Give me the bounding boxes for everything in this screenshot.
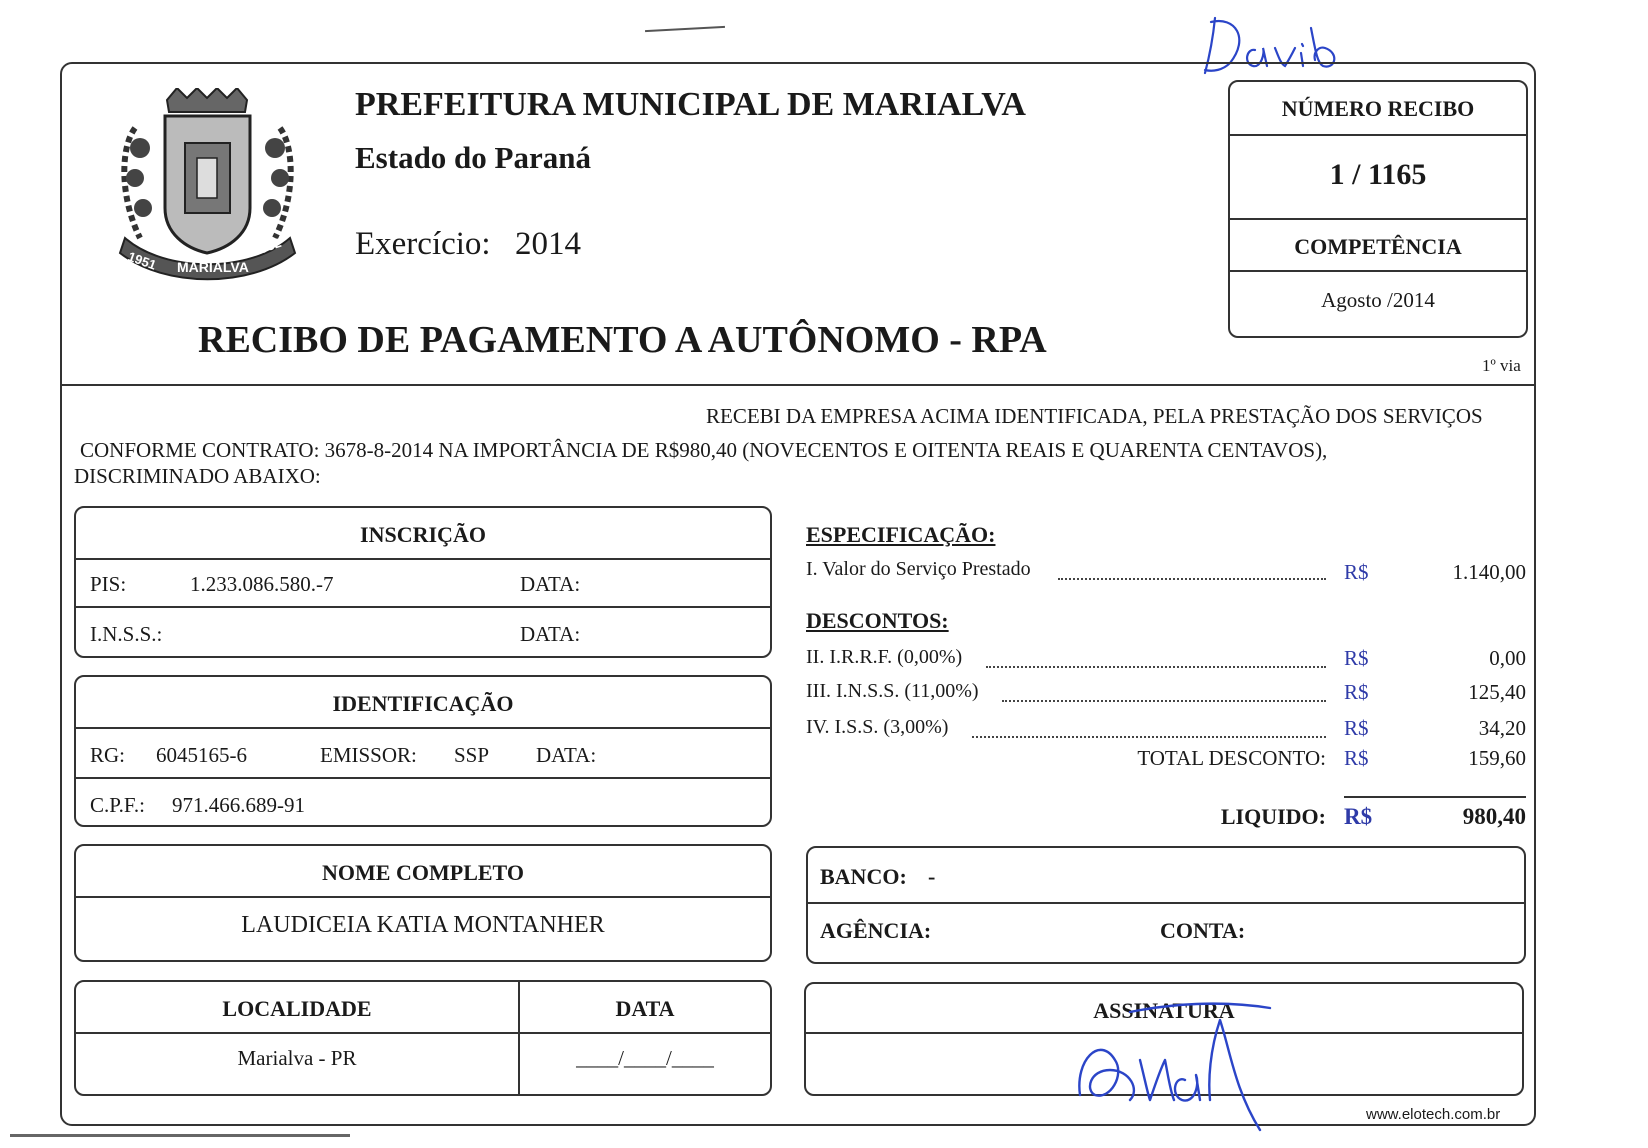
agencia-label: AGÊNCIA: xyxy=(820,918,932,943)
nome-completo-title: NOME COMPLETO xyxy=(322,860,524,885)
crest-name: MARIALVA xyxy=(177,259,249,275)
inscricao-title: INSCRIÇÃO xyxy=(360,522,486,547)
item-4-value: 34,20 xyxy=(1478,716,1526,740)
item-4-currency: R$ xyxy=(1344,716,1369,740)
intro-line-1: RECEBI DA EMPRESA ACIMA IDENTIFICADA, PELA PRESTAÇÃO DOS SERVIÇOS xyxy=(706,404,1483,428)
pis-label: PIS: xyxy=(90,572,127,596)
item-3-currency: R$ xyxy=(1344,680,1369,704)
item-2-leader xyxy=(986,666,1326,668)
cpf-value: 971.466.689-91 xyxy=(172,793,305,817)
banco-box xyxy=(806,846,1526,964)
data-title: DATA xyxy=(615,996,675,1021)
rg-date-label: DATA: xyxy=(536,743,597,767)
total-desconto-value: 159,60 xyxy=(1468,746,1526,770)
assinatura-title: ASSINATURA xyxy=(1093,998,1235,1023)
item-2-currency: R$ xyxy=(1344,646,1369,670)
receipt-number-value: 1 / 1165 xyxy=(1329,158,1427,191)
pis-date-label: DATA: xyxy=(520,572,581,596)
conta-label: CONTA: xyxy=(1160,918,1246,943)
item-1-label: I. Valor do Serviço Prestado xyxy=(806,558,1031,580)
copy-label: 1º via xyxy=(1482,356,1521,375)
item-2-label: II. I.R.R.F. (0,00%) xyxy=(806,646,963,668)
receipt-number-box xyxy=(1228,80,1528,338)
state-subtitle: Estado do Paraná xyxy=(355,140,591,175)
municipal-crest-logo xyxy=(105,88,310,288)
especificacao-title: ESPECIFICAÇÃO: xyxy=(806,522,996,547)
signature-scribble xyxy=(1070,1000,1280,1135)
liquido-value: 980,40 xyxy=(1462,804,1526,829)
municipality-title: PREFEITURA MUNICIPAL DE MARIALVA xyxy=(355,86,1026,123)
emissor-value: SSP xyxy=(454,743,490,767)
localidade-title: LOCALIDADE xyxy=(222,996,372,1021)
liquido-currency: R$ xyxy=(1344,804,1373,829)
scan-mark xyxy=(645,26,725,32)
item-1-value: 1.140,00 xyxy=(1452,560,1526,584)
crest-year-right: 1952 xyxy=(250,234,284,259)
liquido-label: LIQUIDO: xyxy=(1220,804,1326,829)
inss-label: I.N.S.S.: xyxy=(90,622,163,646)
descontos-title: DESCONTOS: xyxy=(806,608,949,633)
item-4-leader xyxy=(972,736,1326,738)
nome-completo-value: LAUDICEIA KATIA MONTANHER xyxy=(241,912,605,938)
competence-value: Agosto /2014 xyxy=(1321,288,1435,312)
item-4-label: IV. I.S.S. (3,00%) xyxy=(806,716,949,738)
exercise-label: Exercício: xyxy=(355,226,491,262)
scan-edge-mark xyxy=(10,1134,350,1137)
identificacao-title: IDENTIFICAÇÃO xyxy=(332,691,514,716)
footer-website: www.elotech.com.br xyxy=(1366,1106,1501,1123)
inscricao-box xyxy=(74,506,772,658)
intro-line-3: DISCRIMINADO ABAIXO: xyxy=(74,464,321,488)
total-desconto-label: TOTAL DESCONTO: xyxy=(1137,746,1326,770)
pis-value: 1.233.086.580.-7 xyxy=(190,572,334,596)
cpf-label: C.P.F.: xyxy=(90,793,145,817)
intro-line-2: CONFORME CONTRATO: 3678-8-2014 NA IMPORTÂNCIA DE R$980,40 (NOVECENTOS E OITENTA REAIS E QUARENTA CENTAVOS), xyxy=(80,438,1328,462)
exercise-year: 2014 xyxy=(515,226,581,262)
item-1-currency: R$ xyxy=(1344,560,1369,584)
total-desconto-currency: R$ xyxy=(1344,746,1369,770)
rg-value: 6045165-6 xyxy=(156,743,247,767)
localidade-box xyxy=(74,980,772,1096)
data-value: ____/____/____ xyxy=(576,1046,714,1070)
item-3-leader xyxy=(1002,700,1326,702)
banco-value: - xyxy=(928,864,936,889)
crest-year-left: 1951 xyxy=(125,248,159,273)
identificacao-box xyxy=(74,675,772,827)
item-1-leader xyxy=(1058,578,1326,580)
emissor-label: EMISSOR: xyxy=(320,743,417,767)
item-3-value: 125,40 xyxy=(1468,680,1526,704)
banco-label: BANCO: xyxy=(820,864,907,889)
competence-label: COMPETÊNCIA xyxy=(1294,234,1462,259)
inss-date-label: DATA: xyxy=(520,622,581,646)
receipt-number-label: NÚMERO RECIBO xyxy=(1281,96,1475,121)
item-3-label: III. I.N.S.S. (11,00%) xyxy=(806,680,979,702)
rg-label: RG: xyxy=(90,743,126,767)
document-title: RECIBO DE PAGAMENTO A AUTÔNOMO - RPA xyxy=(198,319,1047,361)
item-2-value: 0,00 xyxy=(1489,646,1526,670)
nome-completo-box xyxy=(74,844,772,962)
localidade-value: Marialva - PR xyxy=(237,1046,357,1070)
header-divider xyxy=(60,384,1536,386)
total-rule xyxy=(1344,796,1526,798)
